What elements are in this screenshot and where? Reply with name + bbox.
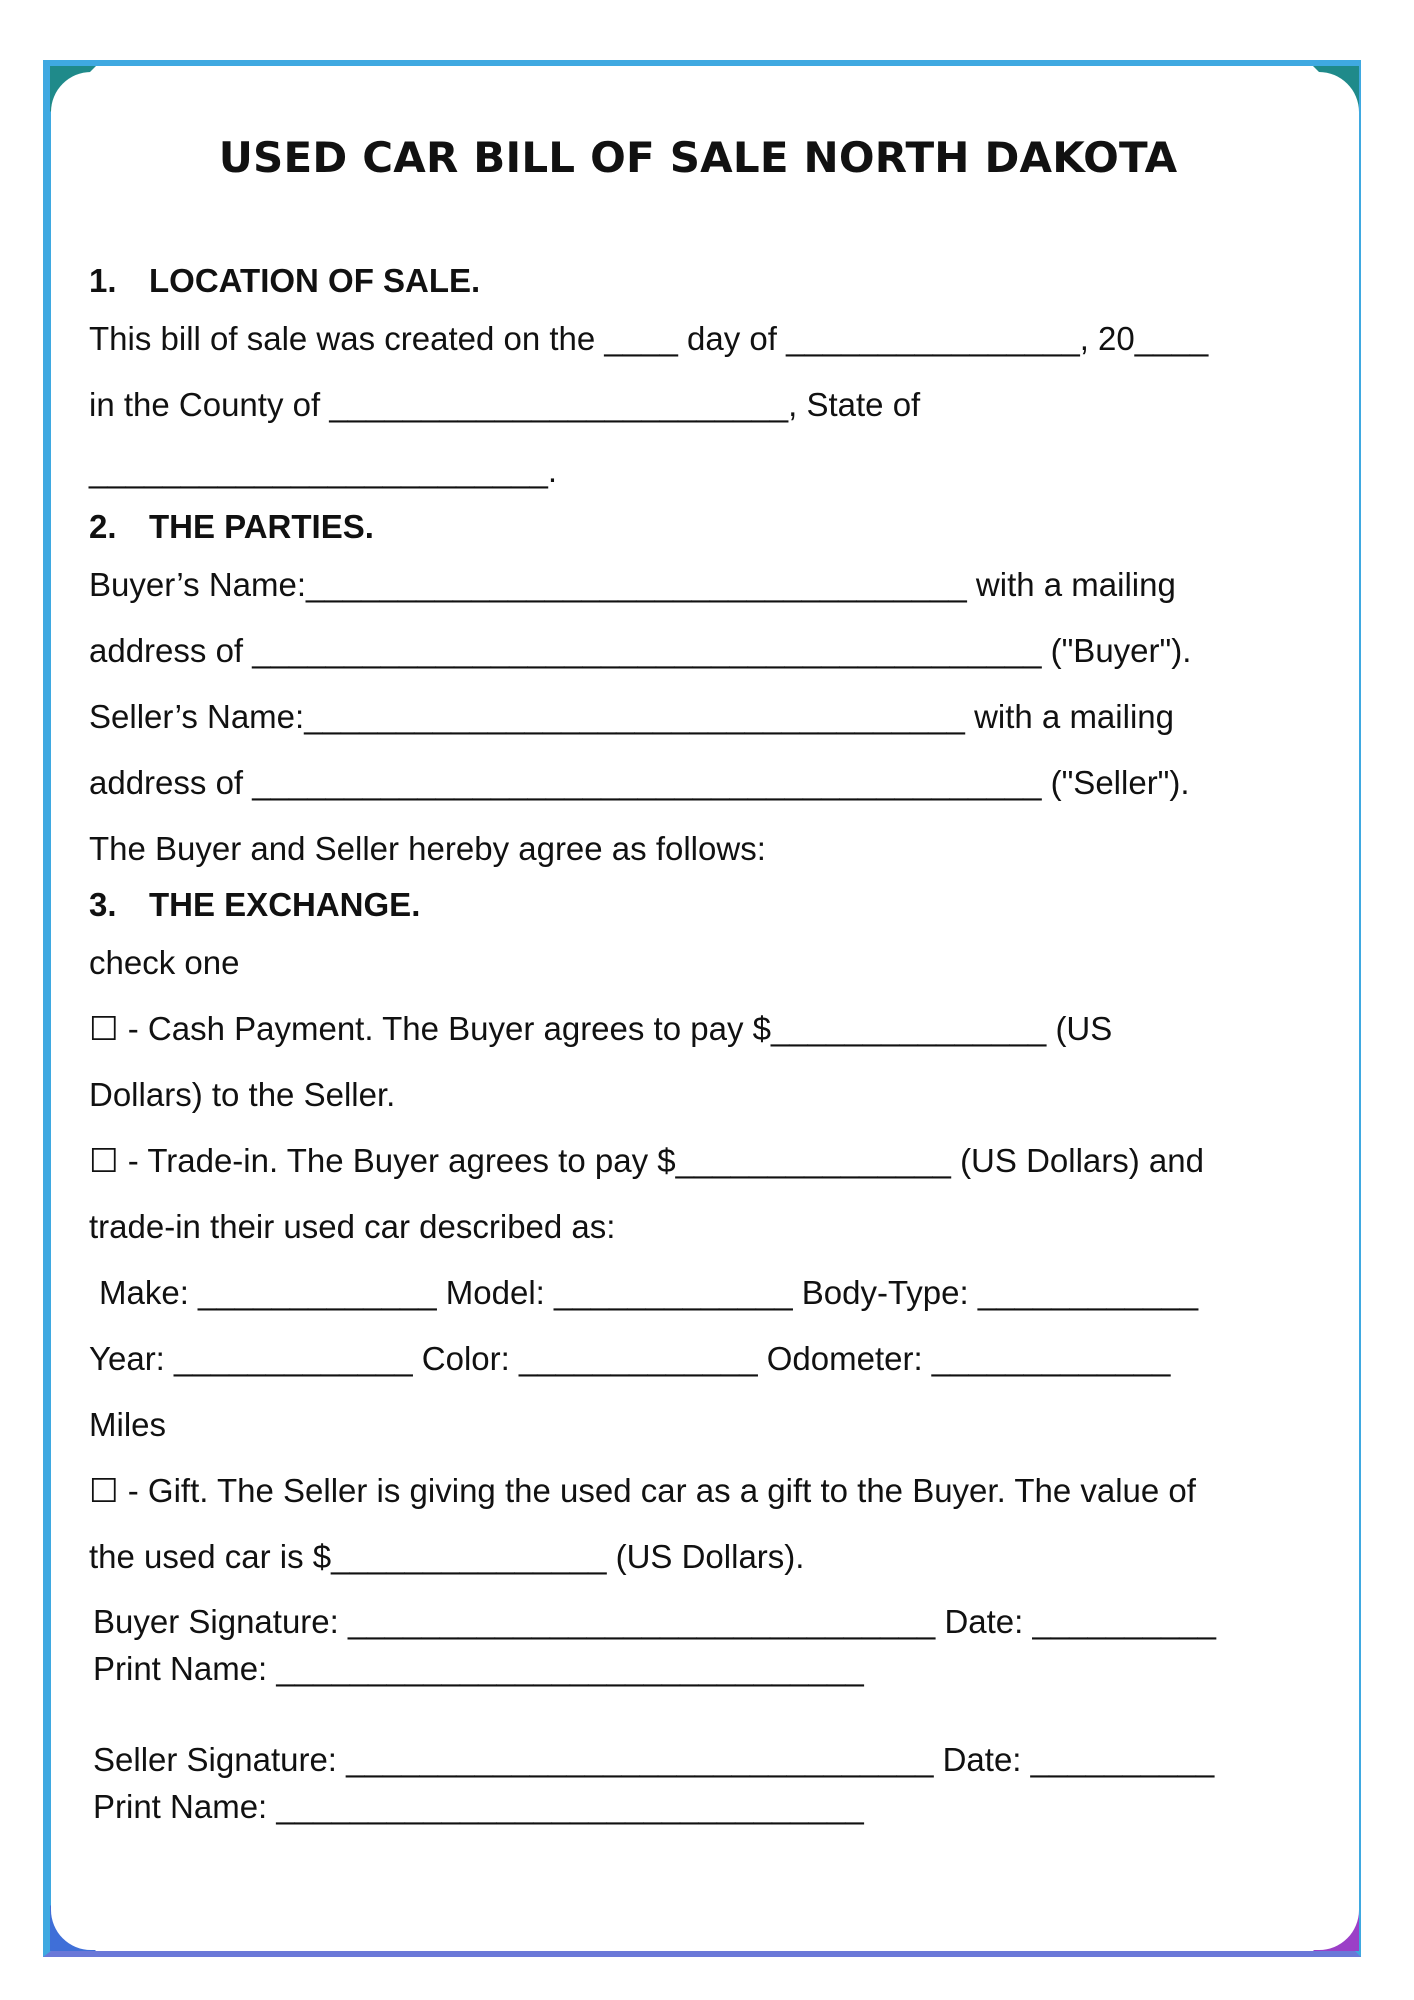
cash-payment-option[interactable]: ☐ - Cash Payment. The Buyer agrees to pay $_______________ (US [89, 1010, 1113, 1047]
cash-payment-continued: Dollars) to the Seller. [89, 1076, 396, 1113]
gift-value-line: the used car is $_______________ (US Dollars). [89, 1538, 805, 1575]
section-title: THE EXCHANGE. [149, 886, 421, 923]
buyer-signature-line: Buyer Signature: ________________________________ Date: __________ [93, 1603, 1217, 1640]
trade-in-option[interactable]: ☐ - Trade-in. The Buyer agrees to pay $_______________ (US Dollars) and [89, 1142, 1204, 1179]
trade-in-continued: trade-in their used car described as: [89, 1208, 616, 1245]
location-county-line: in the County of _________________________, State of [89, 386, 921, 423]
trade-in-make-model-line: Make: _____________ Model: _____________ Body-Type: ____________ [99, 1274, 1199, 1311]
location-date-line: This bill of sale was created on the ____ day of ________________, 20____ [89, 320, 1209, 357]
seller-address-line: address of ___________________________________________ ("Seller"). [89, 764, 1190, 801]
section-exchange-heading [89, 882, 1307, 928]
document-title: USED CAR BILL OF SALE NORTH DAKOTA [218, 133, 1178, 182]
seller-signature-line: Seller Signature: ________________________________ Date: __________ [93, 1741, 1215, 1778]
section-title: LOCATION OF SALE. [149, 262, 481, 299]
check-one-label: check one [89, 944, 240, 981]
section-number: 3. [89, 886, 117, 923]
section-title: THE PARTIES. [149, 508, 374, 545]
document-page [51, 72, 1359, 1950]
buyer-print-name-line: Print Name: ________________________________ [93, 1650, 864, 1687]
section-number: 1. [89, 262, 117, 299]
location-state-line: _________________________. [89, 452, 557, 489]
section-parties-heading [89, 504, 1307, 550]
trade-in-miles-label: Miles [89, 1406, 167, 1443]
signature-area [89, 1598, 1307, 1830]
seller-print-name-line: Print Name: ________________________________ [93, 1788, 864, 1825]
agreement-line: The Buyer and Seller hereby agree as follows: [89, 830, 766, 867]
buyer-name-line: Buyer’s Name:____________________________________ with a mailing [89, 566, 1176, 603]
section-location-heading [89, 258, 1307, 304]
trade-in-year-color-line: Year: _____________ Color: _____________ Odometer: _____________ [89, 1340, 1171, 1377]
seller-name-line: Seller’s Name:____________________________________ with a mailing [89, 698, 1174, 735]
gift-option[interactable]: ☐ - Gift. The Seller is giving the used car as a gift to the Buyer. The value of [89, 1472, 1196, 1509]
document-body [89, 258, 1307, 1830]
section-number: 2. [89, 508, 117, 545]
buyer-address-line: address of ___________________________________________ ("Buyer"). [89, 632, 1192, 669]
